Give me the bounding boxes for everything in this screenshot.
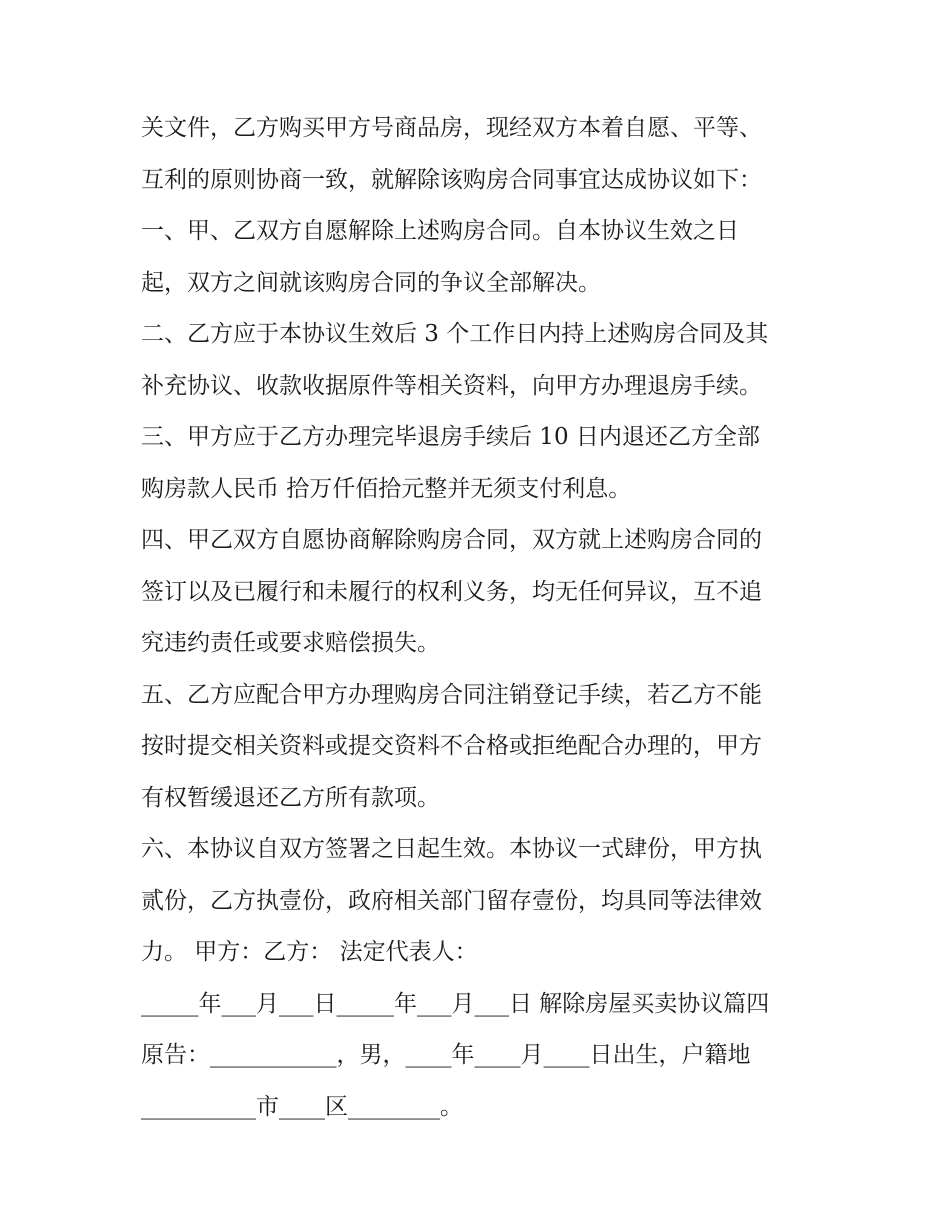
agreement-text [141, 103, 831, 1133]
text-line: 起，双方之间就该购房合同的争议全部解决。 [141, 269, 601, 296]
text-line: 关文件，乙方购买甲方号商品房，现经双方本着自愿、平等、 [141, 115, 762, 141]
text-line: 购房款人民币 拾万仟佰拾元整并无须支付利息。 [141, 475, 632, 502]
signature-parties-line: 力。 甲方：乙方： 法定代表人： [141, 939, 478, 965]
domicile-line: __________市____区________。 [141, 1093, 463, 1120]
clause-two-line: 二、乙方应于本协议生效后 3 个工作日内持上述购房合同及其 [141, 321, 769, 347]
plaintiff-line: 原告：___________，男，____年____月____日出生，户籍地 [141, 1042, 751, 1068]
text-line: 究违约责任或要求赔偿损失。 [141, 630, 440, 656]
clause-five-line: 五、乙方应配合甲方办理购房合同注销登记手续，若乙方不能 [141, 681, 762, 708]
text-line: 有权暂缓退还乙方所有款项。 [141, 784, 440, 811]
text-line: 互利的原则协商一致，就解除该购房合同事宜达成协议如下： [141, 166, 762, 193]
date-blanks-line: _____年___月___日_____年___月___日 解除房屋买卖协议篇四 [141, 990, 770, 1017]
clause-one-line: 一、甲、乙双方自愿解除上述购房合同。自本协议生效之日 [141, 218, 739, 244]
clause-four-line: 四、甲乙双方自愿协商解除购房合同，双方就上述购房合同的 [141, 527, 762, 553]
text-line: 签订以及已履行和未履行的权利义务，均无任何异议，互不追 [141, 578, 762, 605]
text-line: 按时提交相关资料或提交资料不合格或拒绝配合办理的，甲方 [141, 733, 762, 759]
text-line: 贰份，乙方执壹份，政府相关部门留存壹份，均具同等法律效 [141, 887, 762, 914]
clause-six-line: 六、本协议自双方签署之日起生效。本协议一式肆份，甲方执 [141, 836, 762, 862]
text-line: 补充协议、收款收据原件等相关资料，向甲方办理退房手续。 [141, 372, 762, 399]
clause-three-line: 三、甲方应于乙方办理完毕退房手续后 10 日内退还乙方全部 [141, 424, 760, 450]
